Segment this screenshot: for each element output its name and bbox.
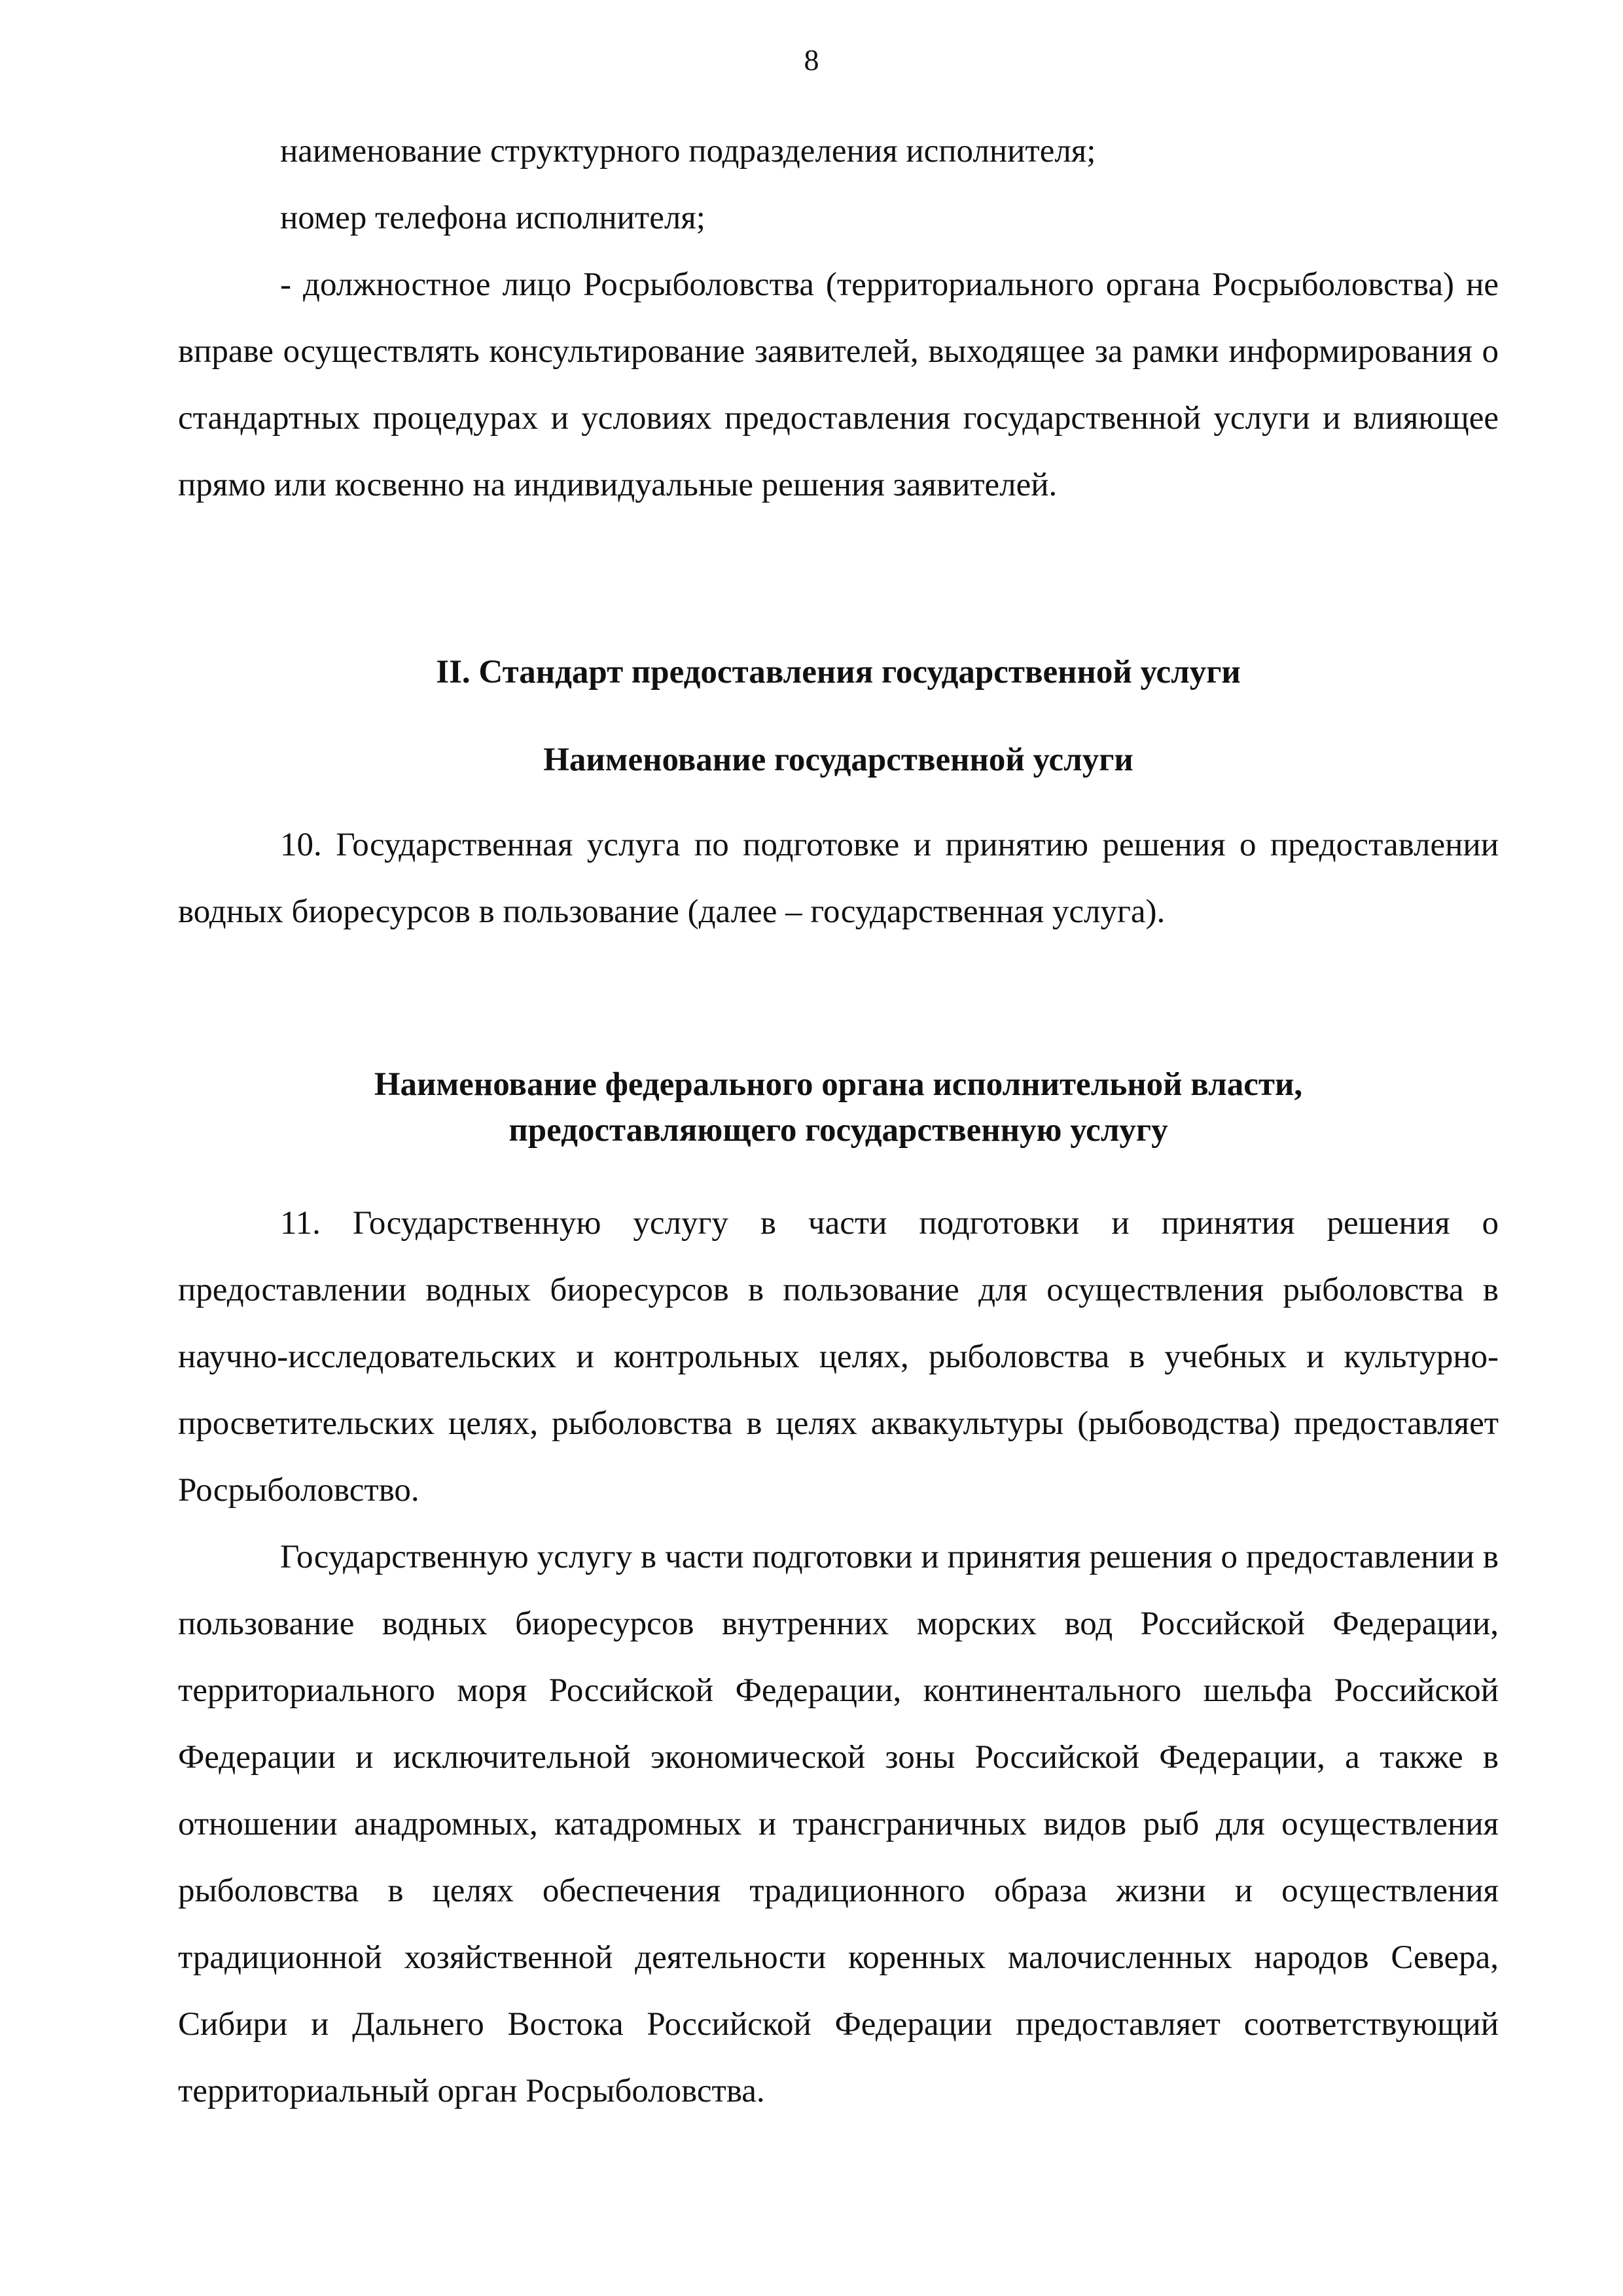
- paragraph-phone-number: номер телефона исполнителя;: [280, 200, 705, 236]
- paragraph-territorial-body: Государственную услугу в части подготовки и принятия решения о предоставлении в пользование водных биоресурсов внутренних морских вод Российской Федерации, территориального моря Российской Федерации, континентального шельфа Российской Федерации и исключительной экономической зоны Российской Федерации, а также в отношении анадромных, катадромных и трансграничных видов рыб для осуществления рыболовства в целях обеспечения традиционного образа жизни и осуществления традиционной хозяйственной деятельности коренных малочисленных народов Севера, Сибири и Дальнего Востока Российской Федерации предоставляет соответствующий территориальный орган Росрыболовства.: [178, 1539, 1499, 2109]
- subheading-federal-authority: [178, 1062, 1499, 1153]
- subheading-federal-authority-line1: Наименование федерального органа исполнительной власти,: [374, 1066, 1303, 1103]
- subheading-federal-authority-line2: предоставляющего государственную услугу: [508, 1112, 1168, 1149]
- paragraph-11: 11. Государственную услугу в части подготовки и принятия решения о предоставлении водных биоресурсов в пользование для осуществления рыболовства в научно-исследовательских и контрольных целях, рыболовства в учебных и культурно-просветительских целях, рыболовства в целях аквакультуры (рыбоводства) предоставляет Росрыболовство.: [178, 1205, 1499, 1509]
- page-number: 8: [804, 43, 819, 77]
- section-heading: II. Стандарт предоставления государственной услуги: [436, 654, 1241, 691]
- subheading-service-name: Наименование государственной услуги: [543, 742, 1133, 778]
- paragraph-structural-unit: наименование структурного подразделения исполнителя;: [280, 133, 1096, 170]
- paragraph-official-restrictions: - должностное лицо Росрыболовства (территориального органа Росрыболовства) не вправе осуществлять консультирование заявителей, выходящее за рамки информирования о стандартных процедурах и условиях предоставления государственной услуги и влияющее прямо или косвенно на индивидуальные решения заявителей.: [178, 266, 1499, 503]
- paragraph-10: 10. Государственная услуга по подготовке и принятию решения о предоставлении водных биоресурсов в пользование (далее – государственная услуга).: [178, 827, 1499, 930]
